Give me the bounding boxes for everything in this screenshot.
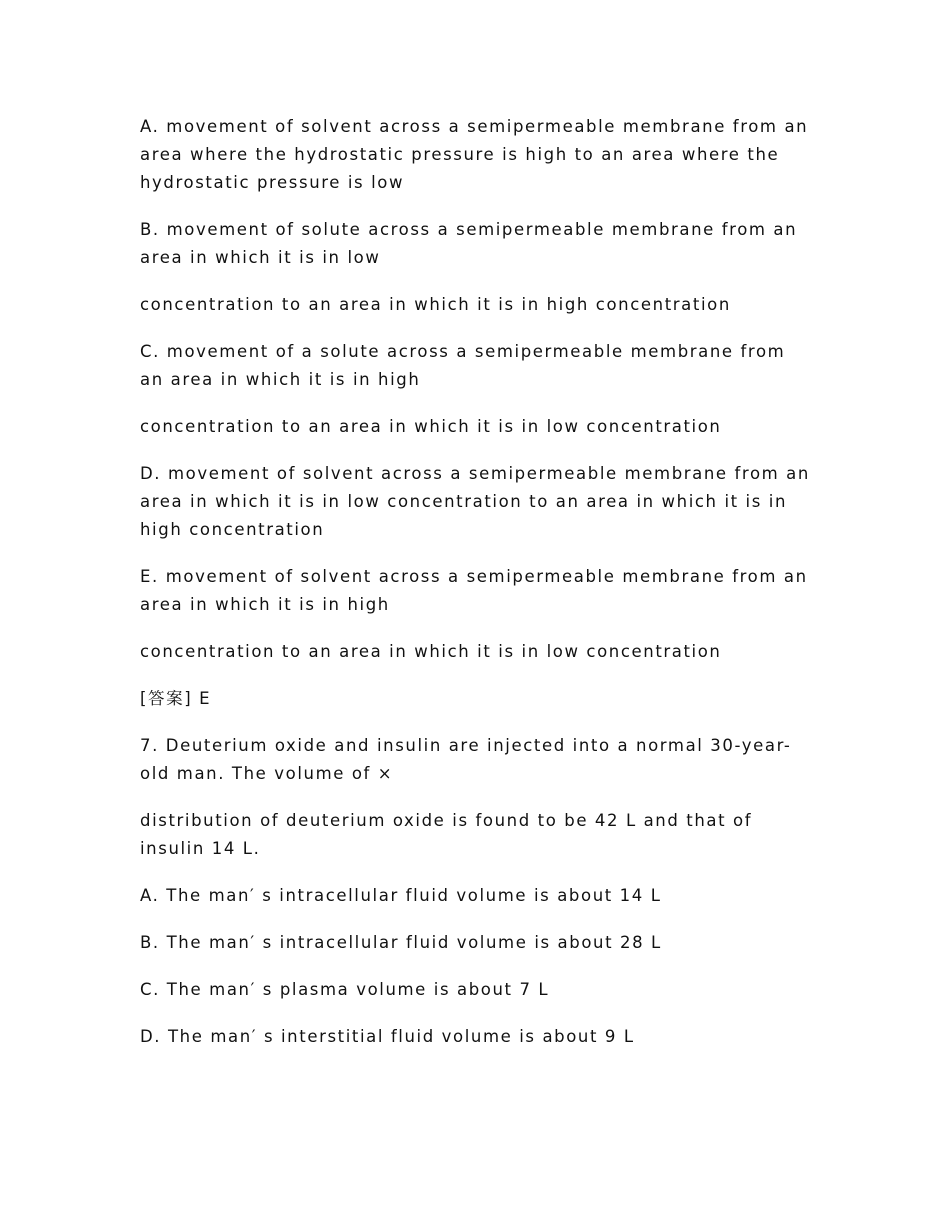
- option-e-paragraph: E. movement of solvent across a semipermeable membrane from an area in which it is in high: [140, 567, 808, 614]
- q7-option-b: B. The man′ s intracellular fluid volume is about 28 L: [140, 933, 662, 952]
- option-b-continuation: concentration to an area in which it is in high concentration: [140, 295, 731, 314]
- question-7-stem: 7. Deuterium oxide and insulin are injected into a normal 30-year-old man. The volume of ×: [140, 736, 792, 783]
- option-e-continuation: concentration to an area in which it is in low concentration: [140, 642, 722, 661]
- question-7-stem-continuation: distribution of deuterium oxide is found to be 42 L and that of insulin 14 L.: [140, 811, 753, 858]
- option-c-paragraph: C. movement of a solute across a semipermeable membrane from an area in which it is in high: [140, 342, 786, 389]
- option-d-paragraph: D. movement of solvent across a semipermeable membrane from an area in which it is in low concentration to an area in which it is in high concentration: [140, 464, 810, 539]
- option-b-paragraph: B. movement of solute across a semipermeable membrane from an area in which it is in low: [140, 220, 798, 267]
- document-body: [140, 113, 812, 1070]
- answer-line: [答案] E: [140, 689, 212, 708]
- q7-option-c: C. The man′ s plasma volume is about 7 L: [140, 980, 550, 999]
- option-c-continuation: concentration to an area in which it is in low concentration: [140, 417, 722, 436]
- q7-option-a: A. The man′ s intracellular fluid volume is about 14 L: [140, 886, 662, 905]
- q7-option-d: D. The man′ s interstitial fluid volume is about 9 L: [140, 1027, 635, 1046]
- option-a-paragraph: A. movement of solvent across a semipermeable membrane from an area where the hydrostatic pressure is high to an area where the hydrostatic pressure is low: [140, 117, 809, 192]
